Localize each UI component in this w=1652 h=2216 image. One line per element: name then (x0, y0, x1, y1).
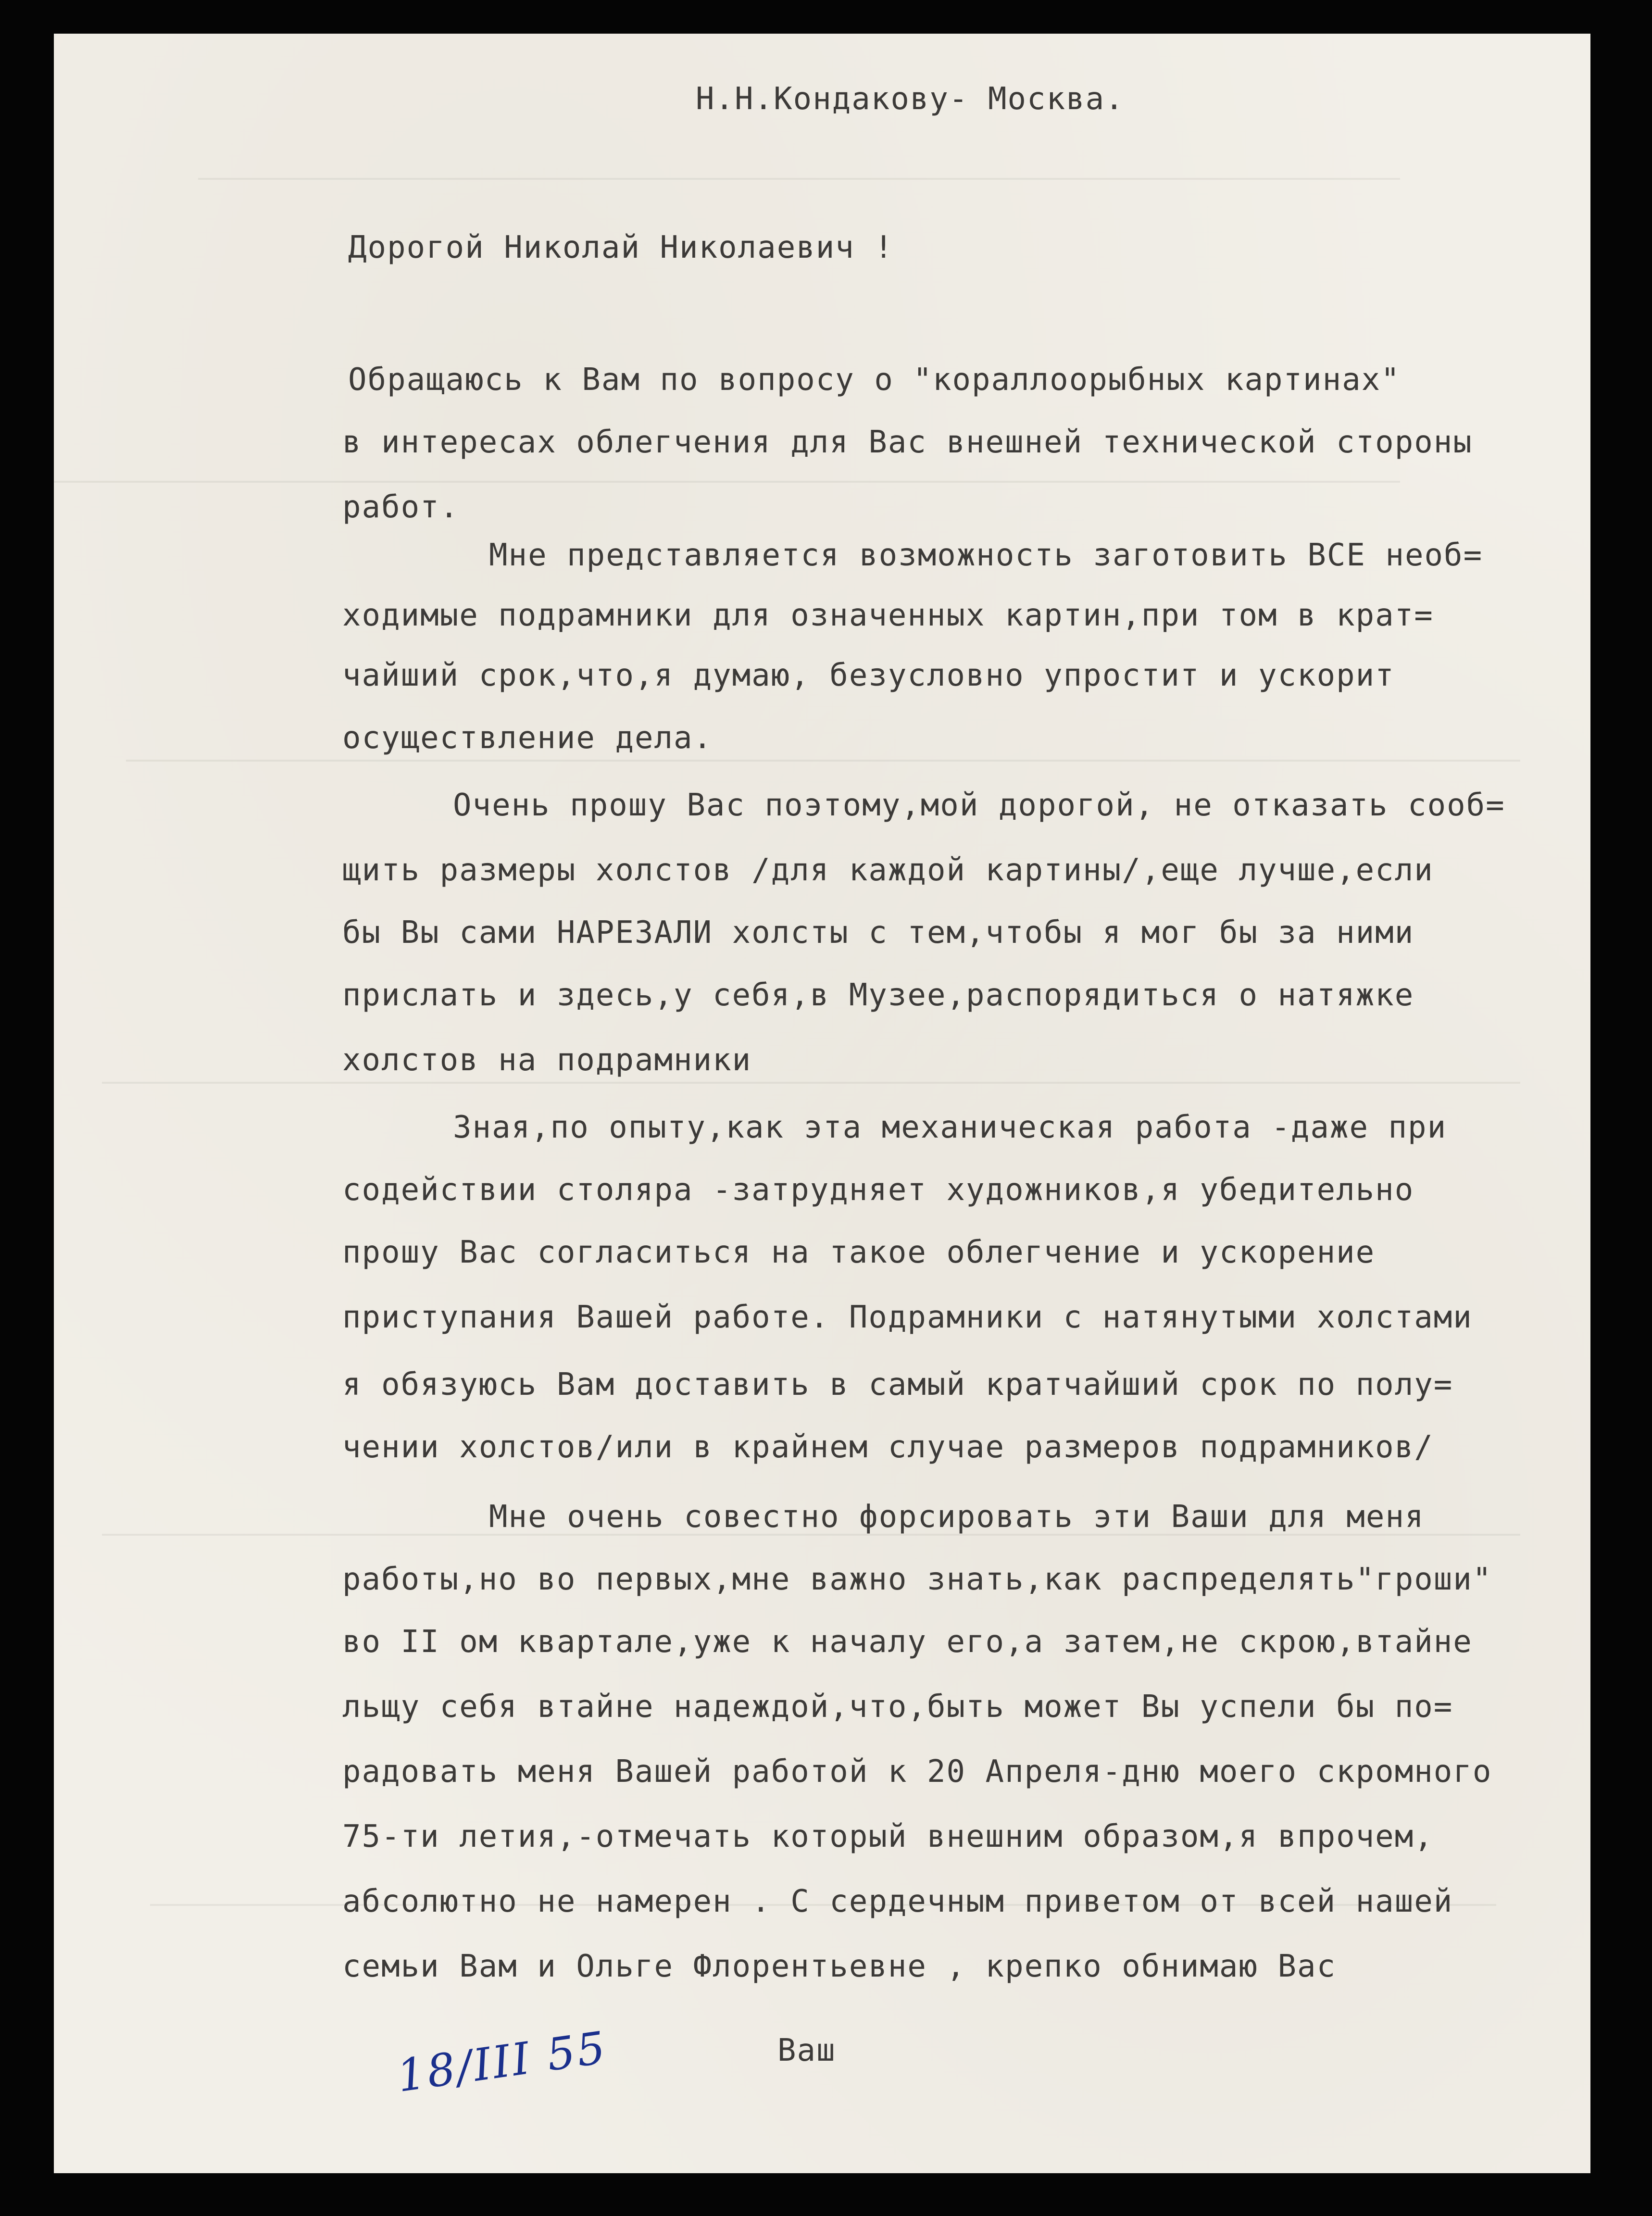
body-line: в интересах облегчения для Вас внешней технической стороны (342, 425, 1473, 460)
show-through-line (198, 178, 1400, 180)
body-line: семьи Вам и Ольге Флорентьевне , крепко обнимаю Вас (342, 1949, 1337, 1984)
body-line: Зная,по опыту,как эта механическая работа -даже при (453, 1110, 1447, 1145)
body-line: Мне представляется возможность заготовить ВСЕ необ= (489, 538, 1483, 573)
body-line: льщу себя втайне надеждой,что,быть может Вы успели бы по= (342, 1689, 1453, 1725)
body-line: прошу Вас согласиться на такое облегчение и ускорение (342, 1235, 1376, 1270)
body-line: прислать и здесь,у себя,в Музее,распорядиться о натяжке (342, 977, 1414, 1013)
body-line: работ. (342, 489, 460, 525)
body-line: во II ом квартале,уже к началу его,а затем,не скрою,втайне (342, 1624, 1473, 1660)
body-line: чайший срок,что,я думаю, безусловно упростит и ускорит (342, 658, 1395, 693)
greeting-line: Дорогой Николай Николаевич ! (348, 230, 894, 265)
body-line: радовать меня Вашей работой к 20 Апреля-дню моего скромного (342, 1754, 1492, 1790)
body-line: Мне очень совестно форсировать эти Ваши для меня (489, 1499, 1425, 1535)
body-line: приступания Вашей работе. Подрамники с натянутыми холстами (342, 1300, 1473, 1335)
body-line: чении холстов/или в крайнем случае размеров подрамников/ (342, 1429, 1434, 1465)
body-line: осуществление дела. (342, 720, 713, 756)
body-line: Обращаюсь к Вам по вопросу о "кораллоорыбных картинах" (348, 362, 1401, 398)
typewritten-letter (54, 34, 1590, 2173)
show-through-line (54, 481, 1400, 483)
body-line: бы Вы сами НАРЕЗАЛИ холсты с тем,чтобы я мог бы за ними (342, 915, 1414, 951)
body-line: щить размеры холстов /для каждой картины/,еще лучше,если (342, 852, 1434, 888)
body-line: работы,но во первых,мне важно знать,как распределять"гроши" (342, 1562, 1492, 1597)
show-through-line (126, 760, 1520, 762)
show-through-line (102, 1082, 1520, 1084)
closing-line: Ваш (777, 2033, 836, 2068)
body-line: 75-ти летия,-отмечать который внешним образом,я впрочем, (342, 1819, 1434, 1854)
body-line: абсолютно не намерен . С сердечным приветом от всей нашей (342, 1884, 1453, 1919)
handwritten-date: 18/III 55 (394, 2021, 611, 2102)
body-line: холстов на подрамники (342, 1042, 752, 1078)
body-line: я обязуюсь Вам доставить в самый кратчайший срок по полу= (342, 1367, 1453, 1402)
body-line: Очень прошу Вас поэтому,мой дорогой, не отказать сооб= (453, 788, 1505, 823)
addressee-line: Н.Н.Кондакову- Москва. (696, 81, 1125, 117)
letter-sheet (54, 34, 1590, 2173)
body-line: ходимые подрамники для означенных картин,при том в крат= (342, 598, 1434, 633)
body-line: содействии столяра -затрудняет художников,я убедительно (342, 1172, 1414, 1208)
